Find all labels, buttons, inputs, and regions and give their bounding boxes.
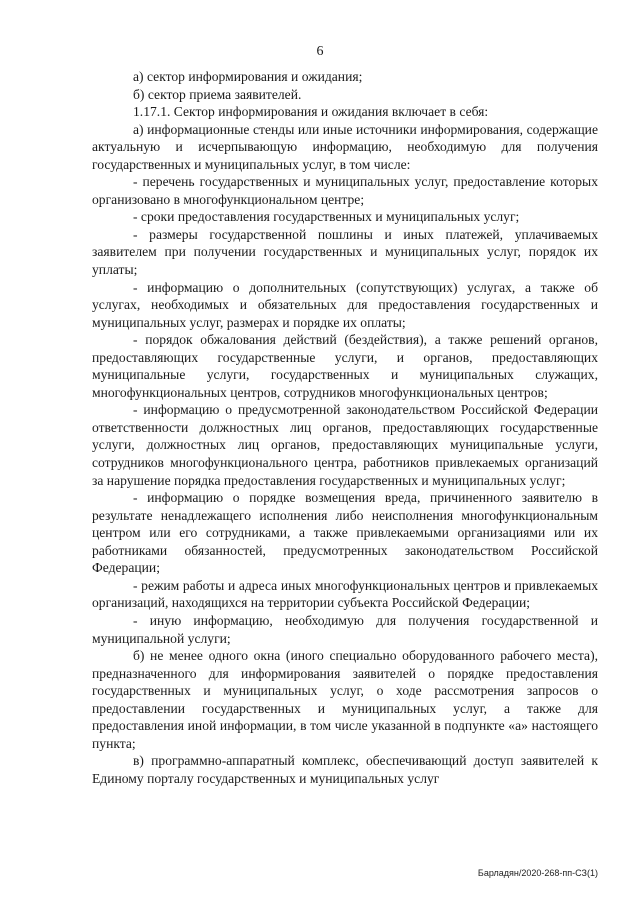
paragraph: а) сектор информирования и ожидания;: [133, 69, 363, 84]
paragraph: а) информационные стенды или иные источники информирования, содержащие актуальную и исчерпывающую информацию, необходимую для получения государственных и муниципальных услуг, в том числе:: [92, 121, 598, 172]
paragraph: - перечень государственных и муниципальных услуг, предоставление которых организовано в многофункциональном центре;: [92, 174, 598, 207]
document-code-footer: Барладян/2020-268-пп-СЗ(1): [477, 868, 598, 878]
paragraph: б) не менее одного окна (иного специально оборудованного рабочего места), предназначенного для информирования заявителей о порядке предоставления государственных и муниципальных услуг, о ходе рассмотрения запросов о предоставлении государственных и муниципальных услуг, а также для предоставления иной информации, в том числе указанной в подпункте «а» настоящего пункта;: [92, 648, 598, 751]
paragraph: - размеры государственной пошлины и иных платежей, уплачиваемых заявителем при получении государственных и муниципальных услуг, порядок их уплаты;: [92, 226, 598, 278]
paragraph: - сроки предоставления государственных и муниципальных услуг;: [133, 209, 520, 225]
document-body: [92, 68, 598, 787]
paragraph: - режим работы и адреса иных многофункциональных центров и привлекаемых организаций, находящихся на территории субъекта Российской Федерации;: [92, 577, 598, 611]
paragraph: - иную информацию, необходимую для получения государственной и муниципальной услуги;: [92, 612, 598, 646]
paragraph: в) программно-аппаратный комплекс, обеспечивающий доступ заявителей к Единому порталу государственных и муниципальных услуг: [92, 753, 598, 786]
paragraph: - порядок обжалования действий (бездействия), а также решений органов, предоставляющих государственные услуги, и органов, предоставляющих муниципальные услуги, государственных и муниципальных служащих, многофункциональных центров, сотрудников многофункциональных центров;: [92, 332, 598, 400]
paragraph: - информацию о дополнительных (сопутствующих) услугах, а также об услугах, необходимых и обязательных для предоставления государственных и муниципальных услуг, размерах и порядке их оплаты;: [92, 279, 598, 330]
paragraph: 1.17.1. Сектор информирования и ожидания включает в себя:: [133, 104, 489, 120]
paragraph: б) сектор приема заявителей.: [133, 86, 302, 102]
page-number: 6: [316, 44, 324, 59]
paragraph: - информацию о порядке возмещения вреда, причиненного заявителю в результате ненадлежащего исполнения либо неисполнения многофункциональным центром или его сотрудниками, а также привлекаемыми организациями или их работниками обязанностей, предусмотренных законодательством Российской Федерации;: [92, 490, 598, 576]
paragraph: - информацию о предусмотренной законодательством Российской Федерации ответственности должностных лиц органов, предоставляющих государственные услуги, должностных лиц органов, предоставляющих муниципальные услуги, сотрудников многофункционального центра, работников привлекаемых организаций за нарушение порядка предоставления государственных и муниципальных услуг;: [92, 402, 598, 488]
